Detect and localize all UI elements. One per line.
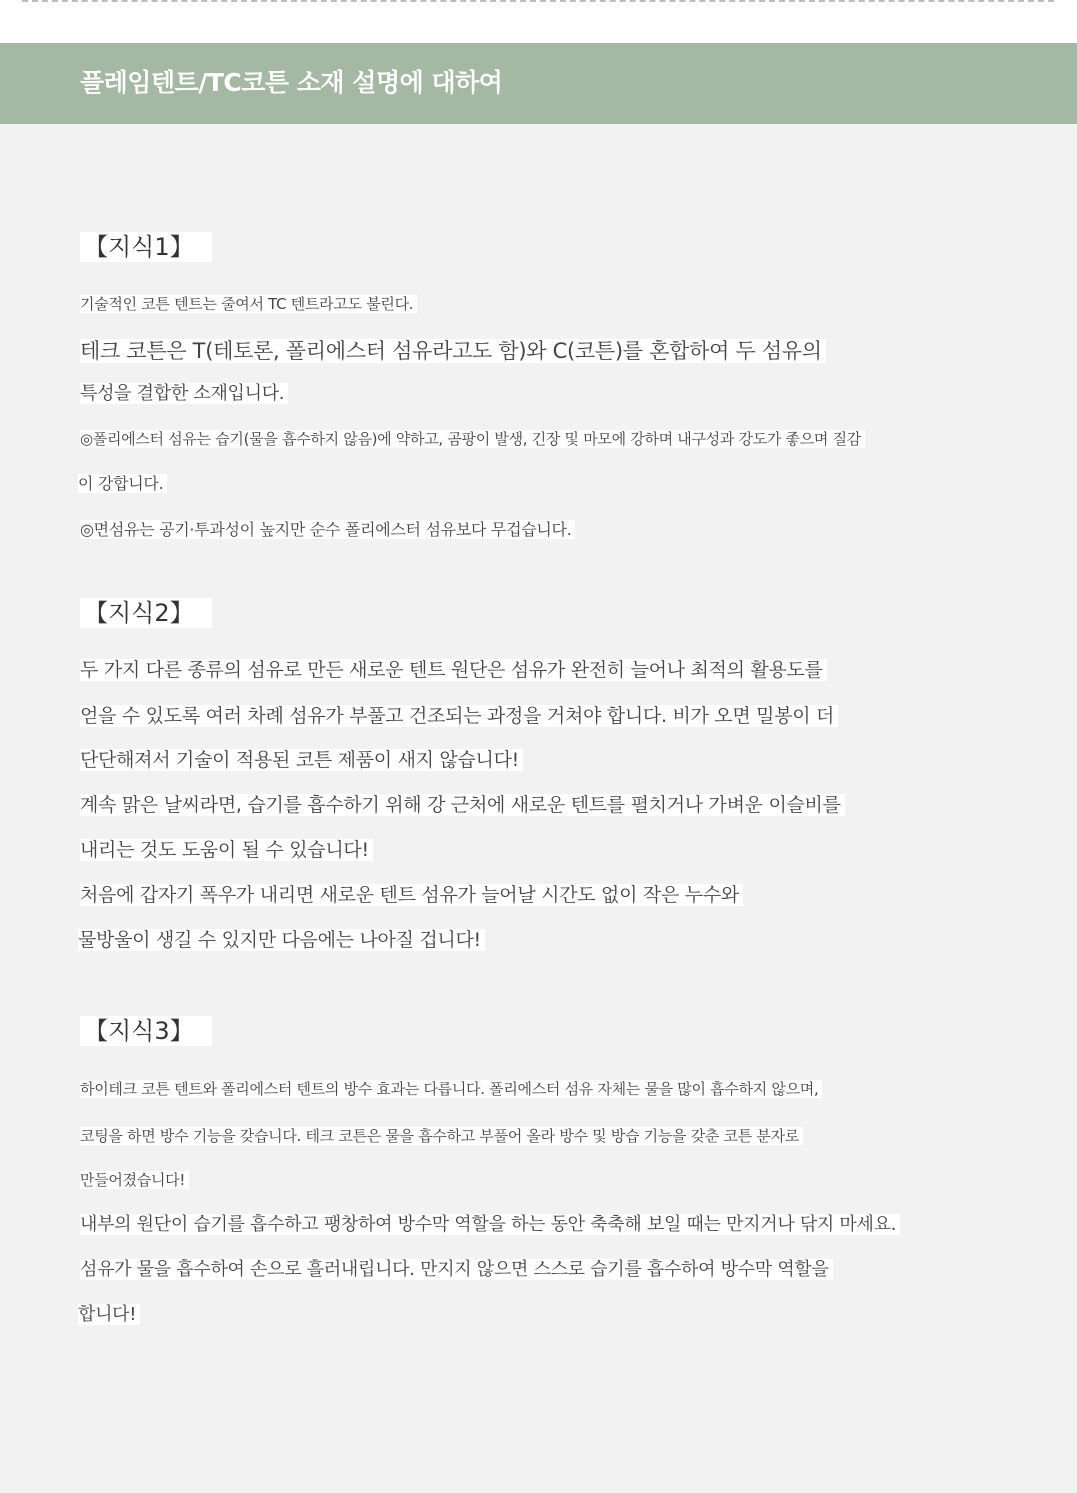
paragraph-line: 하이테크 코튼 텐트와 폴리에스터 텐트의 방수 효과는 다릅니다. 폴리에스터 섬유 자체는 물을 많이 흡수하지 않으며,	[80, 1078, 822, 1100]
section-heading-3: 【지식3】	[80, 1016, 212, 1046]
paragraph-line: 내부의 원단이 습기를 흡수하고 팽창하여 방수막 역할을 하는 동안 축축해 보일 때는 만지거나 닦지 마세요.	[80, 1212, 900, 1238]
paragraph-line: 계속 맑은 날씨라면, 습기를 흡수하기 위해 강 근처에 새로운 텐트를 펼치거나 가벼운 이슬비를	[80, 791, 845, 819]
paragraph-line: 두 가지 다른 종류의 섬유로 만든 새로운 텐트 원단은 섬유가 완전히 늘어나 최적의 활용도를	[80, 656, 827, 684]
paragraph-line: ◎폴리에스터 섬유는 습기(물을 흡수하지 않음)에 약하고, 곰팡이 발생, 긴장 및 마모에 강하며 내구성과 강도가 좋으며 질감	[80, 428, 865, 450]
section-heading-1: 【지식1】	[80, 232, 212, 262]
paragraph-line: 합니다!	[78, 1302, 140, 1328]
paragraph-line: 섬유가 물을 흡수하여 손으로 흘러내립니다. 만지지 않으면 스스로 습기를 흡수하여 방수막 역할을	[80, 1257, 833, 1283]
section-heading-2: 【지식2】	[80, 598, 212, 628]
paragraph-line: 처음에 갑자기 폭우가 내리면 새로운 텐트 섬유가 늘어날 시간도 없이 작은 누수와	[80, 881, 743, 909]
title-banner	[0, 43, 1077, 124]
paragraph-line: ◎면섬유는 공기·투과성이 높지만 순수 폴리에스터 섬유보다 무겁습니다.	[80, 518, 575, 542]
page-title: 플레임텐트/TC코튼 소재 설명에 대하여	[80, 68, 503, 97]
paragraph-line: 특성을 결합한 소재입니다.	[80, 381, 288, 407]
paragraph-line: 얻을 수 있도록 여러 차례 섬유가 부풀고 건조되는 과정을 거쳐야 합니다. 비가 오면 밀봉이 더	[80, 702, 838, 730]
content-card	[0, 43, 1077, 1493]
paragraph-line: 만들어졌습니다!	[80, 1169, 189, 1191]
paragraph-line: 테크 코튼은 T(테토론, 폴리에스터 섬유라고도 함)와 C(코튼)를 혼합하여 두 섬유의	[80, 336, 826, 366]
paragraph-line: 단단해져서 기술이 적용된 코튼 제품이 새지 않습니다!	[80, 746, 523, 774]
paragraph-line: 내리는 것도 도움이 될 수 있습니다!	[80, 836, 373, 864]
paragraph-line: 기술적인 코튼 텐트는 줄여서 TC 텐트라고도 불린다.	[80, 293, 417, 315]
paragraph-line: 물방울이 생길 수 있지만 다음에는 나아질 겁니다!	[78, 926, 485, 954]
top-divider	[22, 0, 1054, 4]
paragraph-line: 코팅을 하면 방수 기능을 갖습니다. 테크 코튼은 물을 흡수하고 부풀어 올라 방수 및 방습 기능을 갖춘 코튼 분자로	[80, 1125, 803, 1147]
paragraph-line: 이 강합니다.	[78, 472, 167, 496]
